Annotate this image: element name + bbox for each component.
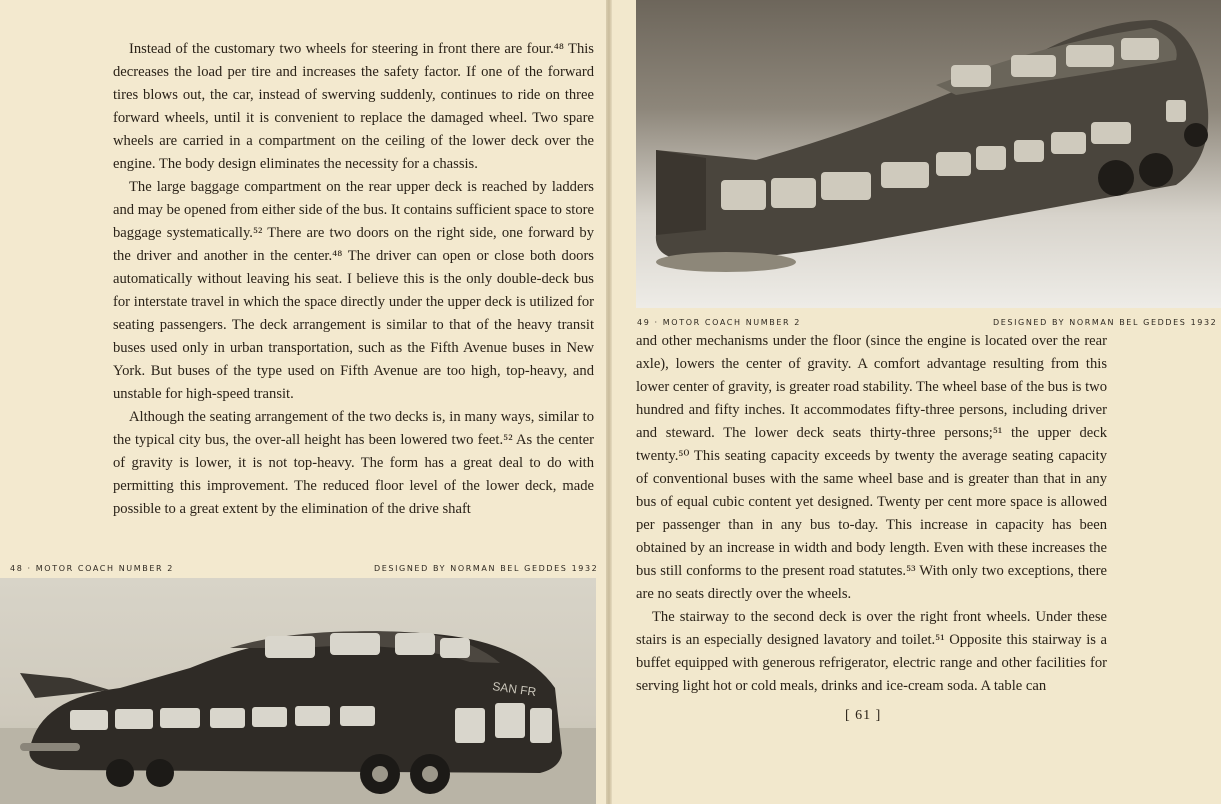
page-number: [ 61 ] <box>845 708 882 723</box>
destination-sign: SAN FR <box>491 679 538 700</box>
paragraph: Instead of the customary two wheels for steering in front there are four.⁴⁸ This decreases the load per tire and increases the safety factor. If one of the forward tires blows out, the car, instead of swerving suddenly, continues to ride on three forward wheels, until it is convenient to replace the damaged wheel. Two spare wheels are carried in a compartment on the ceiling of the lower deck over the engine. The body design eliminates the necessity for a chassis. <box>113 41 594 172</box>
paragraph: The large baggage compartment on the rear upper deck is reached by ladders and may be opened from either side of the bus. It contains sufficient space to store baggage systematically.⁵² There are two doors on the right side, one forward by the driver and another in the center.⁴⁸ The driver can open or close both doors automatically without leaving his seat. I believe this is the only double-deck bus for interstate travel in which the space directly under the upper deck is utilized for seating passengers. The deck arrangement is similar to that of the heavy transit buses used only in urban transportation, such as the Fifth Avenue buses in New York. But buses of the type used on Fifth Avenue are too high, top-heavy, and unstable for high-speed transit. <box>113 179 594 402</box>
book-gutter <box>606 0 612 804</box>
figure-caption-label: 49 · MOTOR COACH NUMBER 2 <box>637 318 801 327</box>
figure-caption-credit: DESIGNED BY NORMAN BEL GEDDES 1932 <box>993 318 1218 327</box>
paragraph: and other mechanisms under the floor (since the engine is located over the rear axle), lowers the center of gravity. A comfort advantage resulting from this lower center of gravity, is greater road stability. The wheel base of the bus is two hundred and fifty inches. It accommodates fifty-three persons, including driver and steward. The lower deck seats thirty-three persons;⁵¹ the upper deck twenty.⁵⁰ This seating capacity exceeds by twenty the average seating capacity of conventional buses with the same wheel base and is greater than that in any bus of equal cubic content yet designed. Twenty per cent more space is allowed per passenger than in any bus to-day. This increase in capacity has been obtained by an increase in width and body length. Even with these increases the bus still conforms to the present road statutes.⁵³ With only two exceptions, there are no seats directly over the wheels. <box>636 333 1107 602</box>
paragraph: Although the seating arrangement of the two decks is, in many ways, similar to the typical city bus, the over-all height has been lowered two feet.⁵² As the center of gravity is lower, it is not top-heavy. The form has a great deal to do with permitting this improvement. The reduced floor level of the lower deck, made possible to a great extent by the elimination of the drive shaft <box>113 409 594 517</box>
bus-photo-side-view <box>0 578 596 804</box>
figure-caption-credit: DESIGNED BY NORMAN BEL GEDDES 1932 <box>374 564 599 573</box>
bus-photo-rear-view <box>636 0 1221 308</box>
paragraph: The stairway to the second deck is over the right front wheels. Under these stairs is an especially designed lavatory and toilet.⁵¹ Opposite this stairway is a buffet equipped with generous refrigerator, electric range and other facilities for serving light hot or cold meals, drinks and ice-cream soda. A table can <box>636 609 1107 694</box>
right-page-text <box>636 330 1107 698</box>
figure-caption-label: 48 · MOTOR COACH NUMBER 2 <box>10 564 174 573</box>
left-page-text <box>113 38 594 521</box>
